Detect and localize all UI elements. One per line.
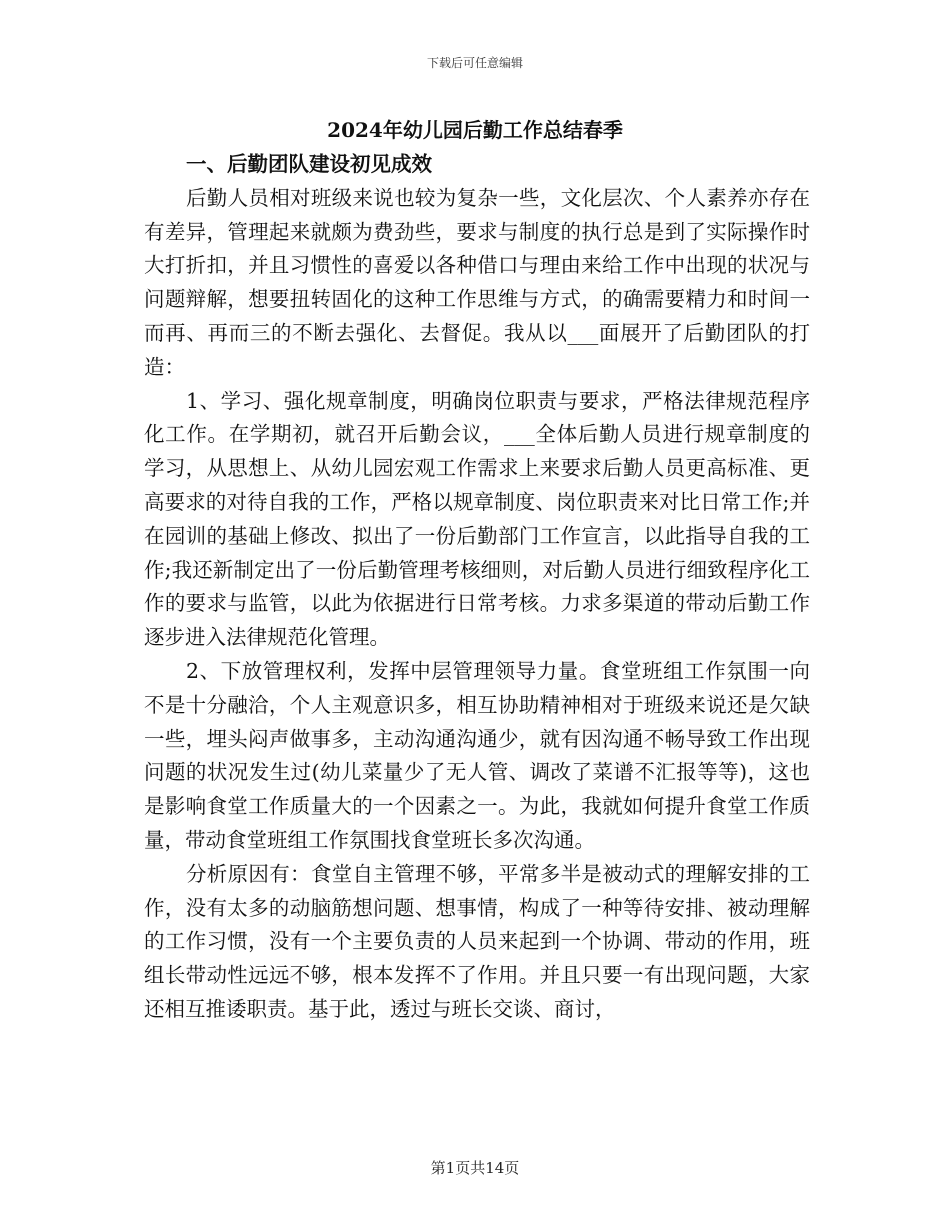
paragraph-analysis: 分析原因有：食堂自主管理不够，平常多半是被动式的理解安排的工作，没有太多的动脑筋想问题、想事情，构成了一种等待安排、被动理解的工作习惯，没有一个主要负责的人员来起到一个协调、带动的作用，班组长带动性远远不够，根本发挥不了作用。并且只要一有出现问题，大家还相互推诿职责。基于此，透过与班长交谈、商讨，	[144, 861, 810, 1021]
paragraph-intro: 后勤人员相对班级来说也较为复杂一些，文化层次、个人素养亦存在有差异，管理起来就颇为费劲些，要求与制度的执行总是到了实际操作时大打折扣，并且习惯性的喜爱以各种借口与理由来给工作中出现的状况与问题辩解，想要扭转固化的这种工作思维与方式，的确需要精力和时间一而再、再而三的不断去强化、去督促。我从以___面展开了后勤团队的打造：	[144, 185, 810, 379]
document-body	[144, 148, 810, 1027]
paragraph-item-1: 1、学习、强化规章制度，明确岗位职责与要求，严格法律规范程序化工作。在学期初，就召开后勤会议，___全体后勤人员进行规章制度的学习，从思想上、从幼儿园宏观工作需求上来要求后勤人员更高标准、更高要求的对待自我的工作，严格以规章制度、岗位职责来对比日常工作;并在园训的基础上修改、拟出了一份后勤部门工作宣言，以此指导自我的工作;我还新制定出了一份后勤管理考核细则，对后勤人员进行细致程序化工作的要求与监管，以此为依据进行日常考核。力求多渠道的带动后勤工作逐步进入法律规范化管理。	[144, 388, 810, 650]
header-note: 下载后可任意编辑	[426, 56, 523, 70]
document-title: 2024年幼儿园后勤工作总结春季	[327, 118, 623, 142]
paragraph-item-2: 2、下放管理权利，发挥中层管理领导力量。食堂班组工作氛围一向不是十分融洽，个人主观意识多，相互协助精神相对于班级来说还是欠缺一些，埋头闷声做事多，主动沟通沟通少，就有因沟通不畅导致工作出现问题的状况发生过(幼儿菜量少了无人管、调改了菜谱不汇报等等)，这也是影响食堂工作质量大的一个因素之一。为此，我就如何提升食堂工作质量，带动食堂班组工作氛围找食堂班长多次沟通。	[144, 658, 810, 852]
page-number: 第1页共14页	[430, 1159, 520, 1177]
section-heading: 一、后勤团队建设初见成效	[186, 152, 432, 176]
